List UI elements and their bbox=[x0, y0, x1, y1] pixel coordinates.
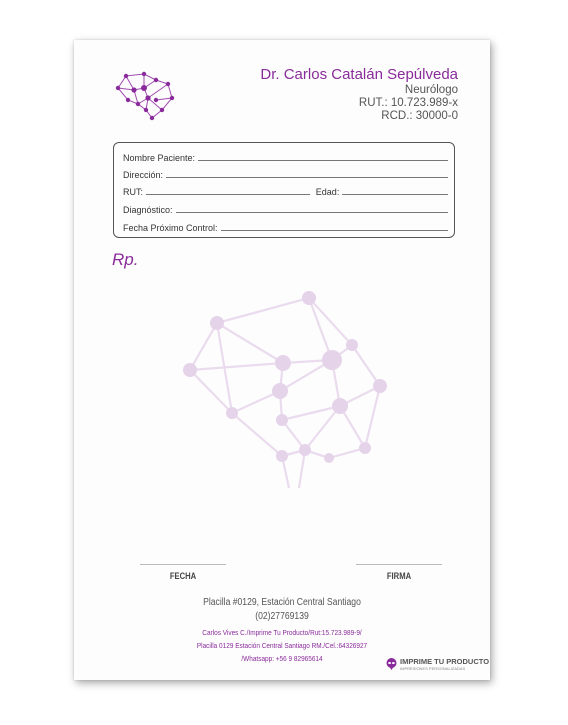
doctor-specialty: Neurólogo bbox=[404, 84, 458, 96]
patient-info-box bbox=[113, 142, 455, 238]
brand-tagline: IMPRESIONES PERSONALIZADAS bbox=[400, 666, 466, 671]
prescription-sheet bbox=[74, 40, 490, 680]
diagnostico-line bbox=[176, 212, 448, 213]
edad-label: Edad: bbox=[315, 187, 340, 197]
doctor-rcd: RCD.: 30000-0 bbox=[381, 110, 458, 122]
direccion-label: Dirección: bbox=[123, 170, 164, 180]
edad-line[interactable] bbox=[342, 194, 448, 195]
rp-label: Rp. bbox=[112, 250, 139, 269]
field-rut-edad bbox=[123, 183, 448, 197]
doctor-rut: RUT.: 10.723.989-x bbox=[358, 97, 458, 109]
alien-head-icon bbox=[386, 658, 397, 670]
brain-network-icon bbox=[112, 70, 176, 122]
nombre-label: Nombre Paciente: bbox=[123, 153, 196, 163]
diagnostico-label: Diagnóstico: bbox=[123, 205, 173, 215]
field-nombre-paciente[interactable] bbox=[123, 149, 448, 163]
nombre-line bbox=[198, 160, 448, 161]
fecha-control-line bbox=[221, 230, 448, 231]
footer-phone: (02)27769139 bbox=[255, 611, 309, 622]
field-direccion[interactable] bbox=[123, 166, 448, 180]
brain-network-watermark bbox=[174, 288, 424, 498]
firma-signature-line bbox=[356, 564, 442, 565]
rut-line[interactable] bbox=[146, 194, 310, 195]
footer-line-2: Placilla 0129 Estación Central Santiago RM./Cel.:64326927 bbox=[196, 641, 368, 650]
brand-logo bbox=[386, 656, 490, 676]
firma-label: FIRMA bbox=[386, 571, 412, 581]
doctor-name: Dr. Carlos Catalán Sepúlveda bbox=[260, 66, 458, 83]
fecha-control-label: Fecha Próximo Control: bbox=[123, 223, 218, 233]
direccion-line bbox=[166, 177, 448, 178]
rut-label: RUT: bbox=[123, 187, 143, 197]
fecha-signature-line bbox=[140, 564, 226, 565]
footer-line-3: /Whatsapp: +56 9 82965614 bbox=[241, 654, 323, 663]
fecha-label: FECHA bbox=[169, 571, 197, 581]
brand-name: IMPRIME TU PRODUCTO bbox=[400, 657, 490, 666]
footer-address: Placilla #0129, Estación Central Santiago bbox=[203, 597, 361, 608]
footer-line-1: Carlos Vives C./Imprime Tu Producto/Rut:15.723.989-9/ bbox=[202, 628, 362, 637]
field-diagnostico[interactable] bbox=[123, 201, 448, 215]
field-fecha-control[interactable] bbox=[123, 219, 448, 233]
